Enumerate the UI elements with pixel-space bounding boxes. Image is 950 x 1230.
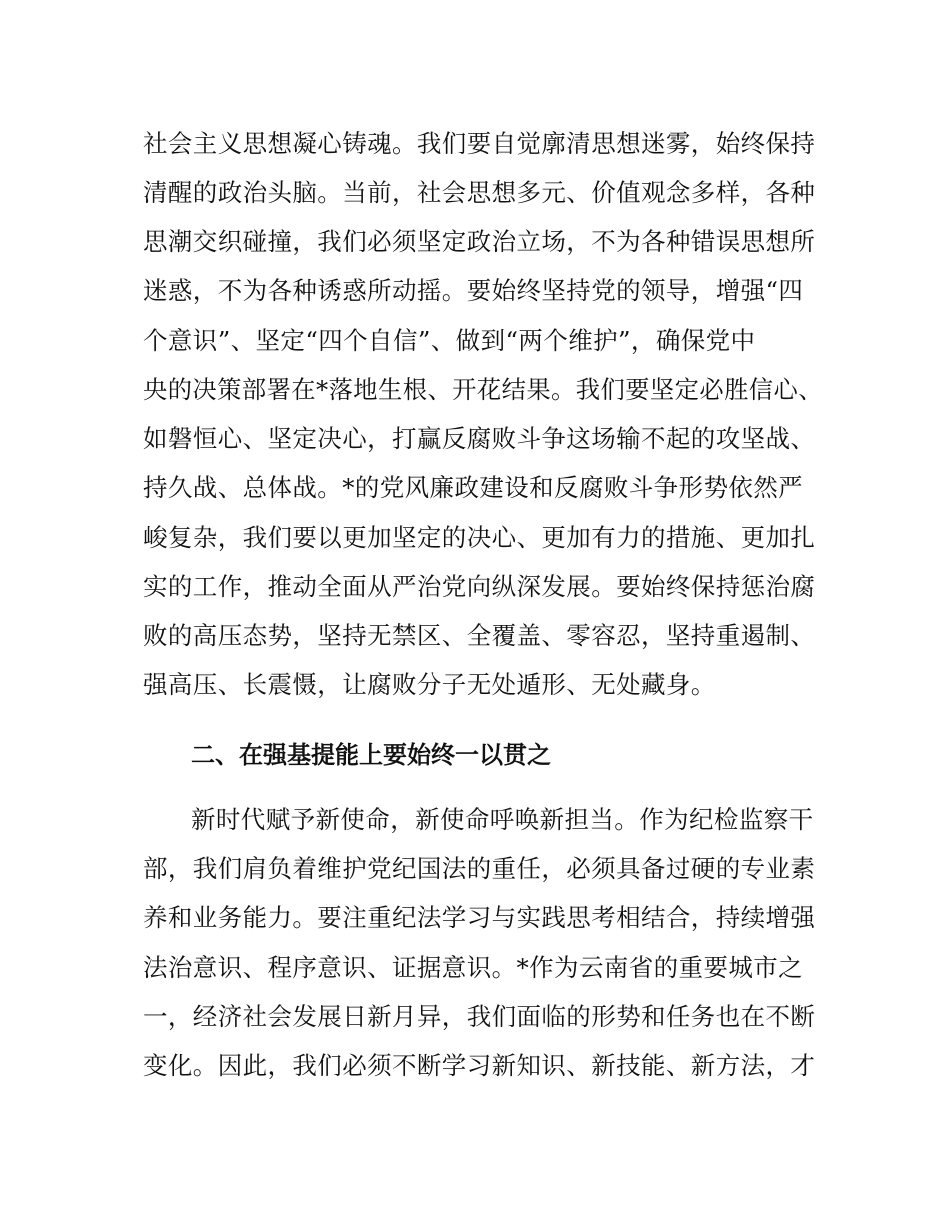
paragraph-line: 央的决策部署在*落地生根、开花结果。我们要坚定必胜信心、 <box>143 375 823 404</box>
paragraph-line: 部，我们肩负着维护党纪国法的重任，必须具备过硬的专业素 <box>143 854 816 883</box>
paragraph-line: 峻复杂，我们要以更加坚定的决心、更加有力的措施、更加扎 <box>143 523 816 552</box>
paragraph-line: 强高压、长震慑，让腐败分子无处遁形、无处藏身。 <box>143 670 716 699</box>
paragraph-line: 思潮交织碰撞，我们必须坚定政治立场，不为各种错误思想所 <box>143 227 816 256</box>
paragraph-line: 社会主义思想凝心铸魂。我们要自觉廓清思想迷雾，始终保持 <box>143 129 816 158</box>
paragraph-line: 变化。因此，我们必须不断学习新知识、新技能、新方法，才 <box>143 1051 816 1080</box>
paragraph-line: 新时代赋予新使命，新使命呼唤新担当。作为纪检监察干 <box>191 805 814 834</box>
paragraph-line: 一，经济社会发展日新月异，我们面临的形势和任务也在不断 <box>143 1002 816 1031</box>
paragraph-line: 清醒的政治头脑。当前，社会思想多元、价值观念多样，各种 <box>143 178 816 207</box>
paragraph-line: 迷惑，不为各种诱惑所动摇。要始终坚持党的领导，增强“四 <box>143 276 804 305</box>
paragraph-line: 法治意识、程序意识、证据意识。*作为云南省的重要城市之 <box>143 953 804 982</box>
paragraph-line: 持久战、总体战。*的党风廉政建设和反腐败斗争形势依然严 <box>143 473 804 502</box>
paragraph-line: 如磐恒心、坚定决心，打赢反腐败斗争这场输不起的攻坚战、 <box>143 424 816 453</box>
paragraph-line: 败的高压态势，坚持无禁区、全覆盖、零容忍，坚持重遏制、 <box>143 621 816 650</box>
paragraph-line: 实的工作，推动全面从严治党向纵深发展。要始终保持惩治腐 <box>143 572 816 601</box>
paragraph-line: 养和业务能力。要注重纪法学习与实践思考相结合，持续增强 <box>143 903 816 932</box>
section-heading: 二、在强基提能上要始终一以贯之 <box>191 741 551 769</box>
paragraph-line: 个意识”、坚定“四个自信”、做到“两个维护”，确保党中 <box>143 326 756 355</box>
